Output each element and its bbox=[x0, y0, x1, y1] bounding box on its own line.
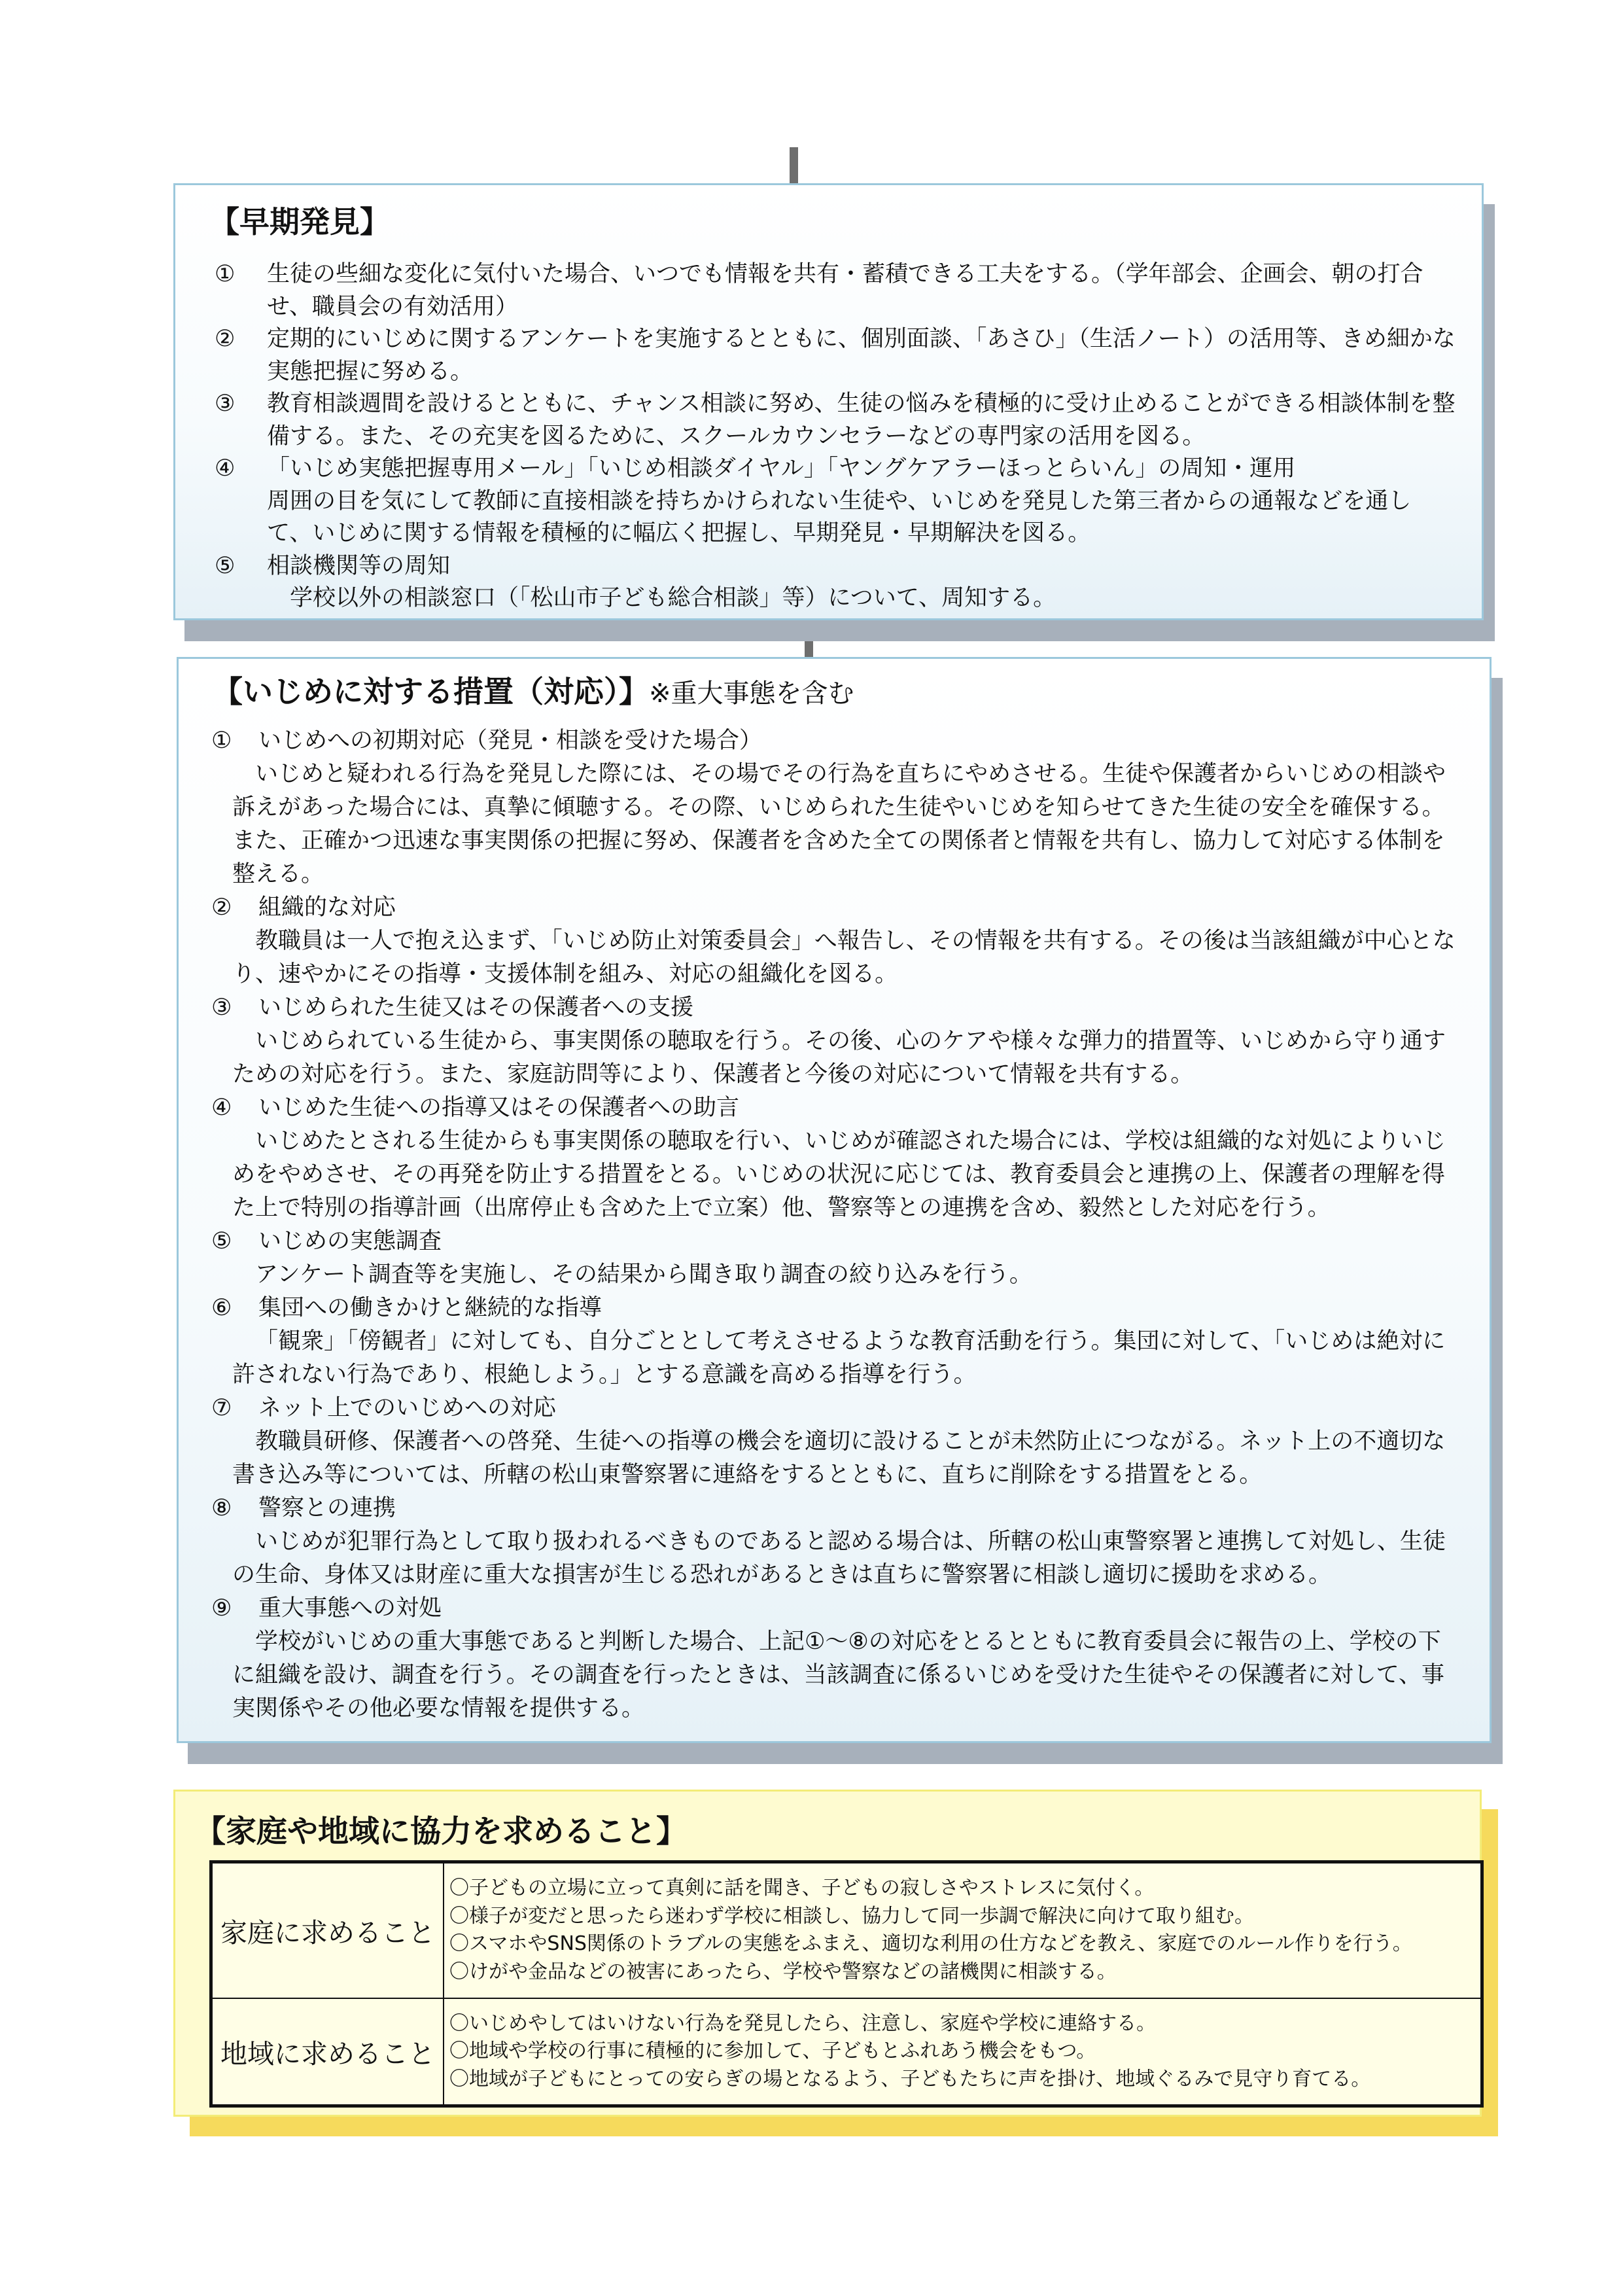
list-item bbox=[211, 1292, 1457, 1392]
list-item bbox=[215, 258, 1456, 323]
item-heading: いじめの実態調査 bbox=[258, 1228, 442, 1254]
list-item bbox=[211, 1091, 1457, 1225]
item-number: ⑤ bbox=[211, 1228, 232, 1254]
item-text: いじめたとされる生徒からも事実関係の聴取を行い、いじめが確認された場合には、学校は組織的な対処によりいじめをやめさせ、その再発を防止する措置をとる。いじめの状況に応じては、教育委員会と連携の上、保護者の理解を得た上で特別の指導計画（出席停止も含めた上で立案）他、警察等との連携を含め、毅然とした対応を行う。 bbox=[232, 1128, 1446, 1221]
early-detection-title: 【早期発見】 bbox=[209, 204, 390, 239]
item-heading: ネット上でのいじめへの対応 bbox=[258, 1395, 557, 1421]
item-text: 「観衆」「傍観者」に対しても、自分ごととして考えさせるような教育活動を行う。集団に対して、「いじめは絶対に許されない行為であり、根絶しよう。」とする意識を高める指導を行う。 bbox=[232, 1328, 1446, 1388]
item-heading: いじめた生徒への指導又はその保護者への助言 bbox=[258, 1095, 740, 1121]
item-number: ② bbox=[215, 326, 236, 352]
list-item: 〇地域が子どもにとっての安らぎの場となるよう、子どもたちに声を掛け、地域ぐるみで見守り育てる。 bbox=[449, 2067, 1371, 2091]
early-detection-list bbox=[215, 258, 1456, 615]
item-number: ② bbox=[211, 894, 232, 921]
cooperation-table bbox=[209, 1860, 1484, 2108]
item-heading: いじめられた生徒又はその保護者への支援 bbox=[258, 995, 694, 1021]
item-number: ① bbox=[215, 261, 236, 287]
item-number: ⑤ bbox=[215, 552, 236, 579]
response-title bbox=[213, 668, 854, 711]
item-heading: 「いじめ実態把握専用メール」「いじめ相談ダイヤル」「ヤングケアラーほっとらいん」の周知・運用 bbox=[267, 455, 1296, 482]
item-text: いじめと疑われる行為を発見した際には、その場でその行為を直ちにやめさせる。生徒や保護者からいじめの相談や訴えがあった場合には、真摯に傾聴する。その際、いじめられた生徒やいじめを知らせてきた生徒の安全を確保する。また、正確かつ迅速な事実関係の把握に努め、保護者を含めた全ての関係者と情報を共有し、協力して対応する体制を整える。 bbox=[232, 761, 1446, 887]
list-item bbox=[215, 388, 1456, 453]
response-title-text: 【いじめに対する措置（対応）】 bbox=[213, 674, 649, 709]
item-heading: 相談機関等の周知 bbox=[267, 552, 451, 579]
item-heading: 重大事態への対処 bbox=[258, 1595, 442, 1621]
items-cell bbox=[444, 1998, 1482, 2106]
item-heading: 組織的な対応 bbox=[258, 894, 396, 921]
item-text: 教職員は一人で抱え込まず、「いじめ防止対策委員会」へ報告し、その情報を共有する。その後は当該組織が中心となり、速やかにその指導・支援体制を組み、対応の組織化を図る。 bbox=[232, 928, 1456, 987]
cooperation-panel bbox=[173, 1790, 1482, 2117]
item-number: ④ bbox=[211, 1095, 232, 1121]
item-text: 定期的にいじめに関するアンケートを実施するとともに、個別面談、「あさひ」（生活ノート）の活用等、きめ細かな実態把握に努める。 bbox=[267, 326, 1456, 385]
list-item: 〇地域や学校の行事に積極的に参加して、子どもとふれあう機会をもつ。 bbox=[449, 2040, 1096, 2062]
item-text: いじめが犯罪行為として取り扱われるべきものであると認める場合は、所轄の松山東警察署と連携して対処し、生徒の生命、身体又は財産に重大な損害が生じる恐れがあるときは直ちに警察署に相談し適切に援助を求める。 bbox=[232, 1528, 1446, 1588]
item-number: ⑧ bbox=[211, 1495, 232, 1521]
early-detection-panel bbox=[173, 183, 1484, 620]
item-number: ⑨ bbox=[211, 1595, 232, 1621]
category-cell: 地域に求めること bbox=[211, 1998, 444, 2106]
item-text: 教職員研修、保護者への啓発、生徒への指導の機会を適切に設けることが未然防止につながる。ネット上の不適切な書き込み等については、所轄の松山東警察署に連絡をするとともに、直ちに削除をする措置をとる。 bbox=[232, 1428, 1446, 1488]
list-item bbox=[211, 1592, 1457, 1725]
list-item: 〇子どもの立場に立って真剣に話を聞き、子どもの寂しさやストレスに気付く。 bbox=[449, 1877, 1155, 1900]
response-title-note: ※重大事態を含む bbox=[649, 679, 854, 709]
list-item bbox=[215, 550, 1456, 615]
list-item: 〇いじめやしてはいけない行為を発見したら、注意し、家庭や学校に連絡する。 bbox=[449, 2011, 1156, 2035]
item-number: ⑦ bbox=[211, 1395, 232, 1421]
item-text: アンケート調査等を実施し、その結果から聞き取り調査の絞り込みを行う。 bbox=[255, 1262, 1032, 1288]
items-cell bbox=[444, 1862, 1482, 1998]
list-item bbox=[211, 1492, 1457, 1592]
list-item bbox=[211, 1225, 1457, 1292]
list-item: 〇スマホやSNS関係のトラブルの実態をふまえ、適切な利用の仕方などを教え、家庭でのルール作りを行う。 bbox=[449, 1932, 1412, 1956]
cooperation-title: 【家庭や地域に協力を求めること】 bbox=[195, 1814, 687, 1850]
list-item bbox=[215, 453, 1456, 550]
item-text: 学校以外の相談窓口（「松山市子ども総合相談」等）について、周知する。 bbox=[290, 585, 1056, 611]
item-number: ① bbox=[211, 728, 232, 754]
list-item: 〇様子が変だと思ったら迷わず学校に相談し、協力して同一歩調で解決に向けて取り組む。 bbox=[449, 1904, 1254, 1928]
item-heading: 警察との連携 bbox=[258, 1495, 396, 1521]
table-row bbox=[211, 1998, 1482, 2106]
response-list bbox=[211, 724, 1457, 1725]
list-item bbox=[211, 724, 1457, 891]
item-text: 学校がいじめの重大事態であると判断した場合、上記①～⑧の対応をとるとともに教育委員会に報告の上、学校の下に組織を設け、調査を行う。その調査を行ったときは、当該調査に係るいじめを受けた生徒やその保護者に対して、事実関係やその他必要な情報を提供する。 bbox=[232, 1629, 1444, 1722]
item-text: 生徒の些細な変化に気付いた場合、いつでも情報を共有・蓄積できる工夫をする。（学年部会、企画会、朝の打合せ、職員会の有効活用） bbox=[267, 261, 1423, 320]
list-item bbox=[211, 1392, 1457, 1492]
category-cell: 家庭に求めること bbox=[211, 1862, 444, 1998]
list-item bbox=[211, 891, 1457, 991]
table-row bbox=[211, 1862, 1482, 1998]
response-panel bbox=[177, 657, 1492, 1743]
item-heading: いじめへの初期対応（発見・相談を受けた場合） bbox=[258, 728, 763, 754]
item-number: ③ bbox=[215, 391, 236, 417]
item-number: ④ bbox=[215, 455, 236, 482]
item-heading: 集団への働きかけと継続的な指導 bbox=[258, 1295, 602, 1321]
item-number: ⑥ bbox=[211, 1295, 232, 1321]
item-text: いじめられている生徒から、事実関係の聴取を行う。その後、心のケアや様々な弾力的措置等、いじめから守り通すための対応を行う。また、家庭訪問等により、保護者と今後の対応について情報を共有する。 bbox=[232, 1028, 1446, 1087]
list-item bbox=[211, 991, 1457, 1091]
item-number: ③ bbox=[211, 995, 232, 1021]
list-item: 〇けがや金品などの被害にあったら、学校や警察などの諸機関に相談する。 bbox=[449, 1960, 1117, 1983]
list-item bbox=[215, 323, 1456, 388]
item-text: 教育相談週間を設けるとともに、チャンス相談に努め、生徒の悩みを積極的に受け止めることができる相談体制を整備する。また、その充実を図るために、スクールカウンセラーなどの専門家の活用を図る。 bbox=[267, 391, 1456, 450]
item-text: 周囲の目を気にして教師に直接相談を持ちかけられない生徒や、いじめを発見した第三者からの通報などを通して、いじめに関する情報を積極的に幅広く把握し、早期発見・早期解決を図る。 bbox=[267, 487, 1412, 546]
